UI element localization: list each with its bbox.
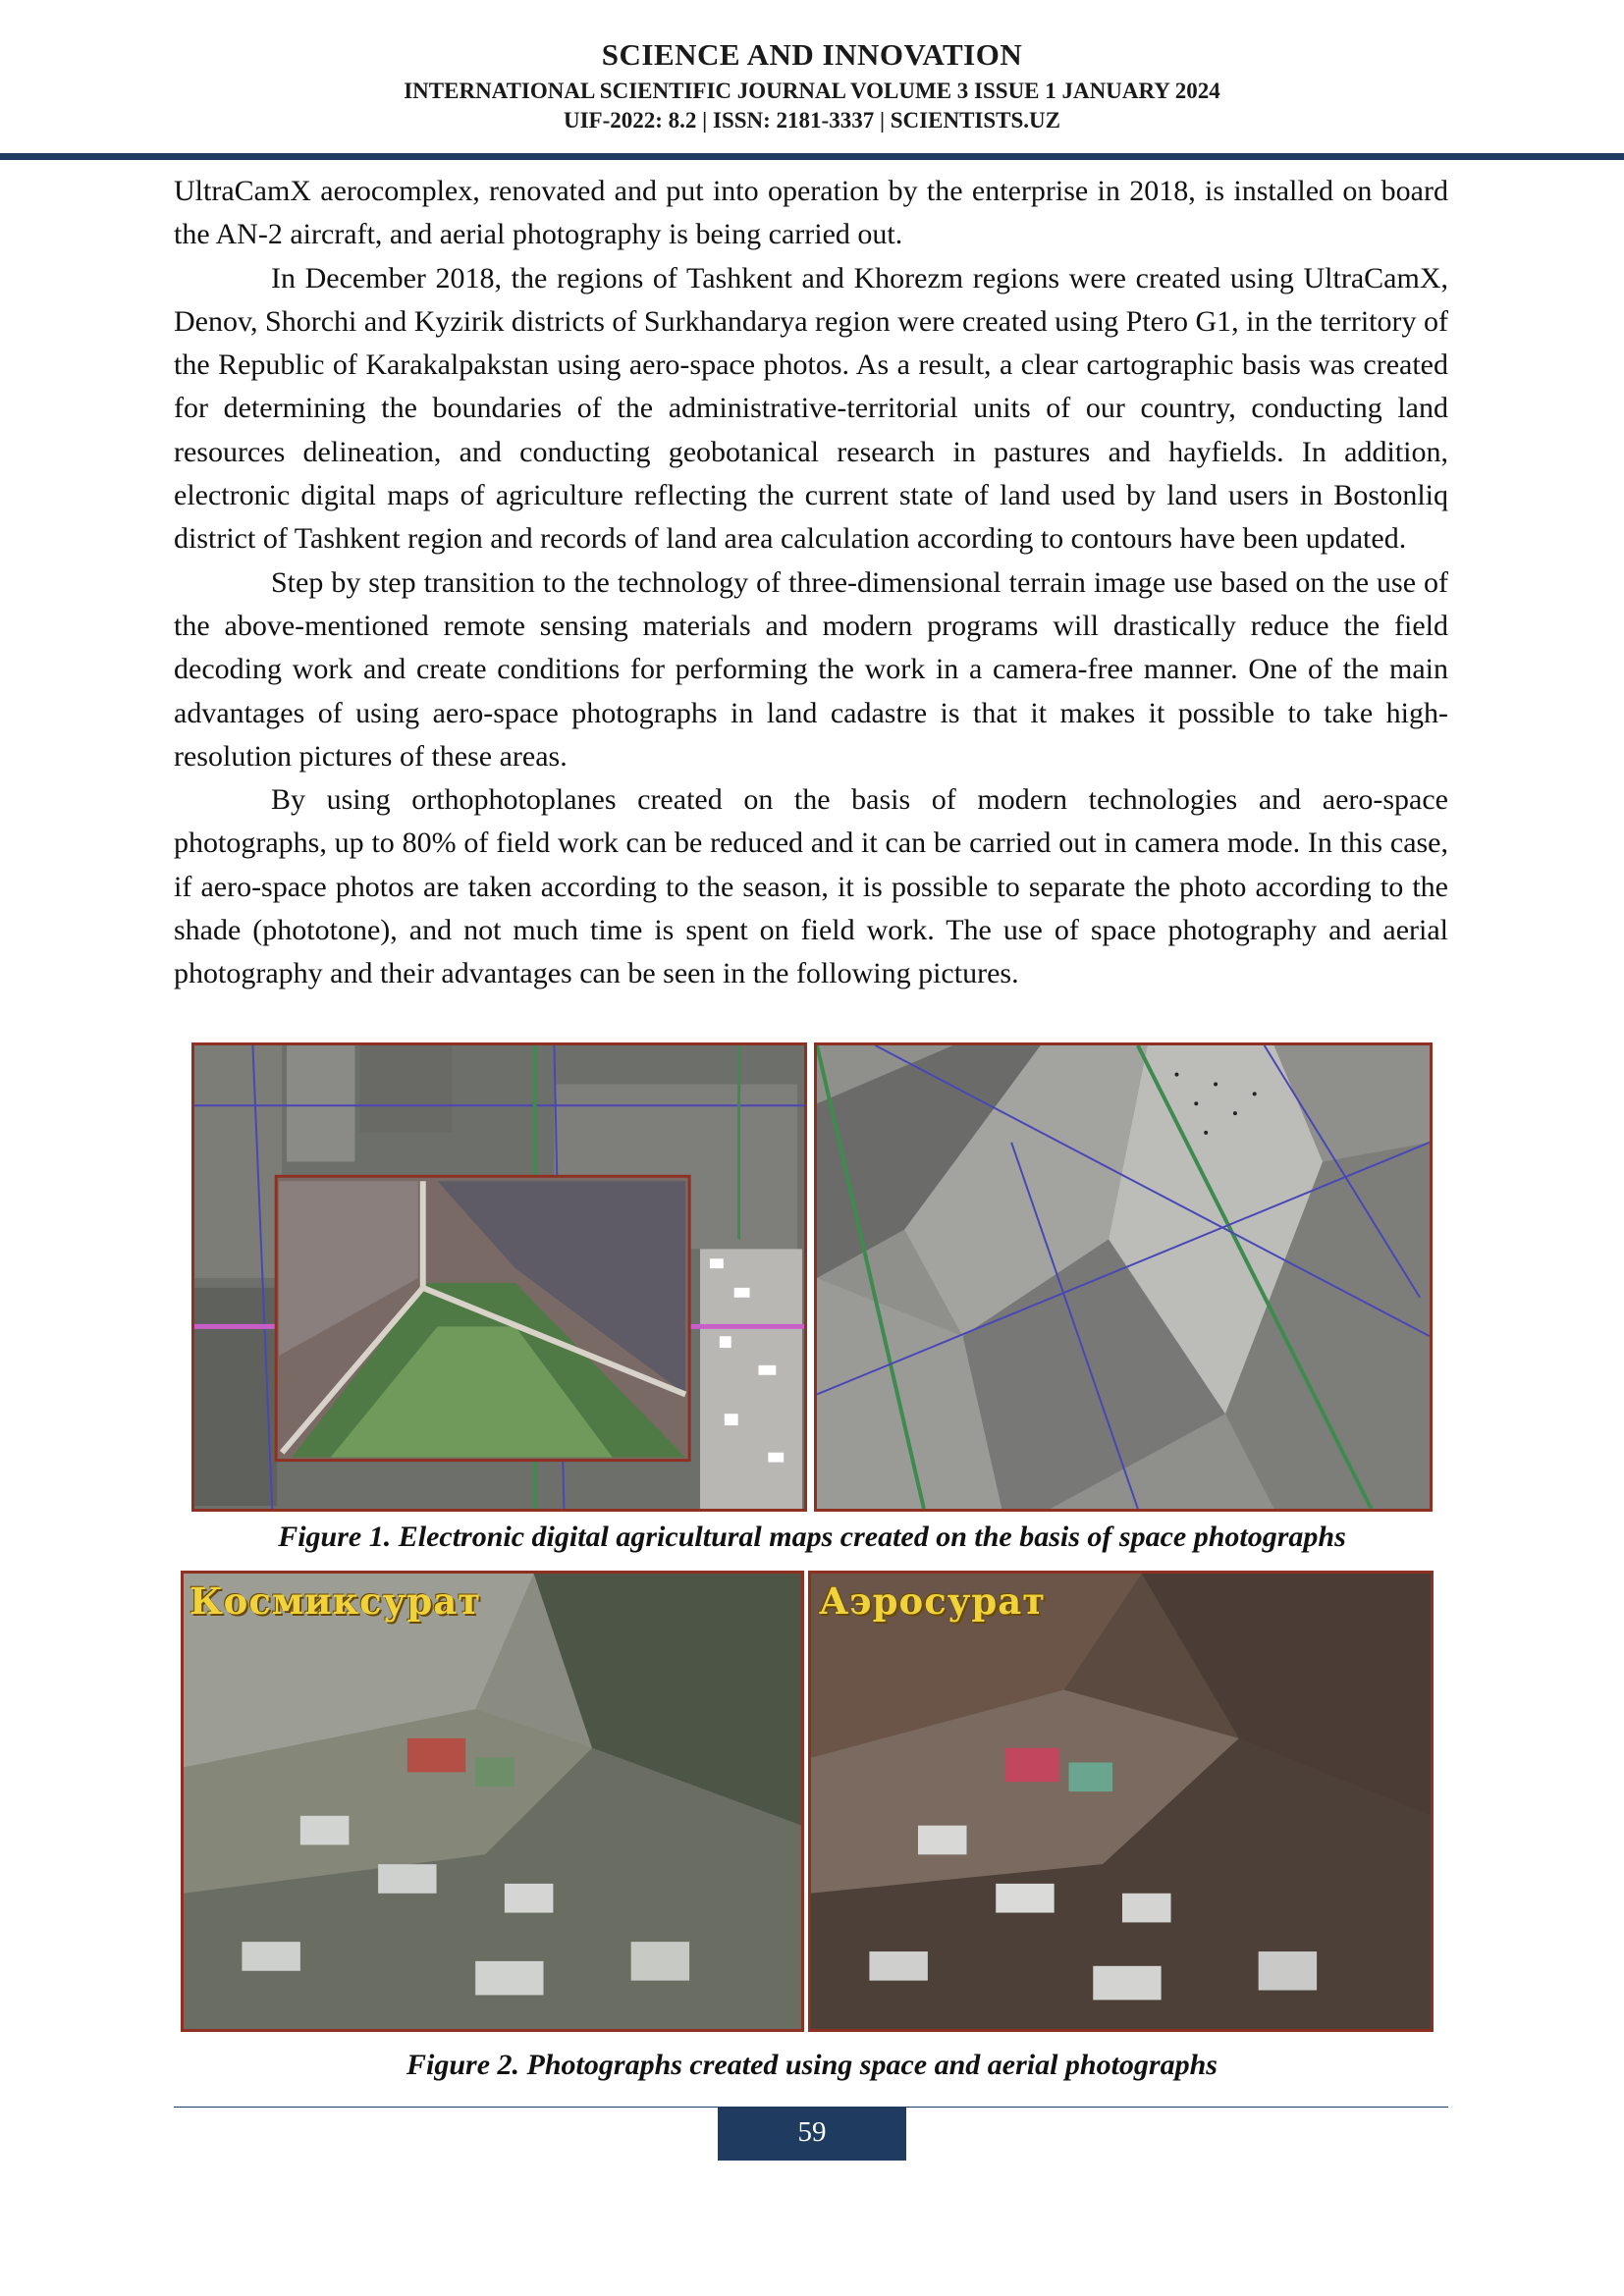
- figure2-left-photo: [181, 1571, 804, 2032]
- paragraph: UltraCamX aerocomplex, renovated and put into operation by the enterprise in 2018, is installed on board the AN-2 aircraft, and aerial photography is being carried out.: [174, 175, 1448, 251]
- journal-title: SCIENCE AND INNOVATION: [601, 37, 1023, 72]
- journal-index-line: UIF-2022: 8.2 | ISSN: 2181-3337 | SCIENTISTS.UZ: [564, 108, 1060, 133]
- figure1-right-map: [814, 1042, 1433, 1512]
- figure2-right-photo: [808, 1571, 1434, 2032]
- figure2-caption: Figure 2. Photographs created using space and aerial photographs: [406, 2049, 1218, 2081]
- page-number: 59: [718, 2108, 906, 2161]
- paragraph: In December 2018, the regions of Tashkent and Khorezm regions were created using UltraCamX, Denov, Shorchi and Kyzirik districts of Surkhandarya region were created using Ptero G1, in the territory of the Republic of Karakalpakstan using aero-space photos. As a result, a clear cartographic basis was created for determining the boundaries of the administrative-territorial units of our country, conducting land resources delineation, and conducting geobotanical research in pastures and hayfields. In addition, electronic digital maps of agriculture reflecting the current state of land used by land users in Bostonliq district of Tashkent region and records of land area calculation according to contours have been updated.: [174, 261, 1448, 556]
- article-body: [174, 170, 1448, 996]
- figure2-left-label: Космиксурат: [189, 1579, 482, 1623]
- journal-volume-line: INTERNATIONAL SCIENTIFIC JOURNAL VOLUME 3 ISSUE 1 JANUARY 2024: [404, 79, 1220, 103]
- paragraph: Step by step transition to the technology of three-dimensional terrain image use based on the use of the above-mentioned remote sensing materials and modern programs will drastically reduce the field decoding work and create conditions for performing the work in a camera-free manner. One of the main advantages of using aero-space photographs in land cadastre is that it makes it possible to take high-resolution pictures of these areas.: [174, 565, 1448, 773]
- header-rule: [0, 153, 1624, 160]
- figure1-caption: Figure 1. Electronic digital agricultural maps created on the basis of space photographs: [278, 1521, 1346, 1553]
- paragraph: By using orthophotoplanes created on the basis of modern technologies and aero-space photographs, up to 80% of field work can be reduced and it can be carried out in camera mode. In this case, if aero-space photos are taken according to the season, it is possible to separate the photo according to the shade (phototone), and not much time is spent on field work. The use of space photography and aerial photography and their advantages can be seen in the following pictures.: [174, 783, 1448, 990]
- figure1-left-map: [191, 1042, 807, 1512]
- figure2-right-label: Аэросурат: [819, 1579, 1047, 1623]
